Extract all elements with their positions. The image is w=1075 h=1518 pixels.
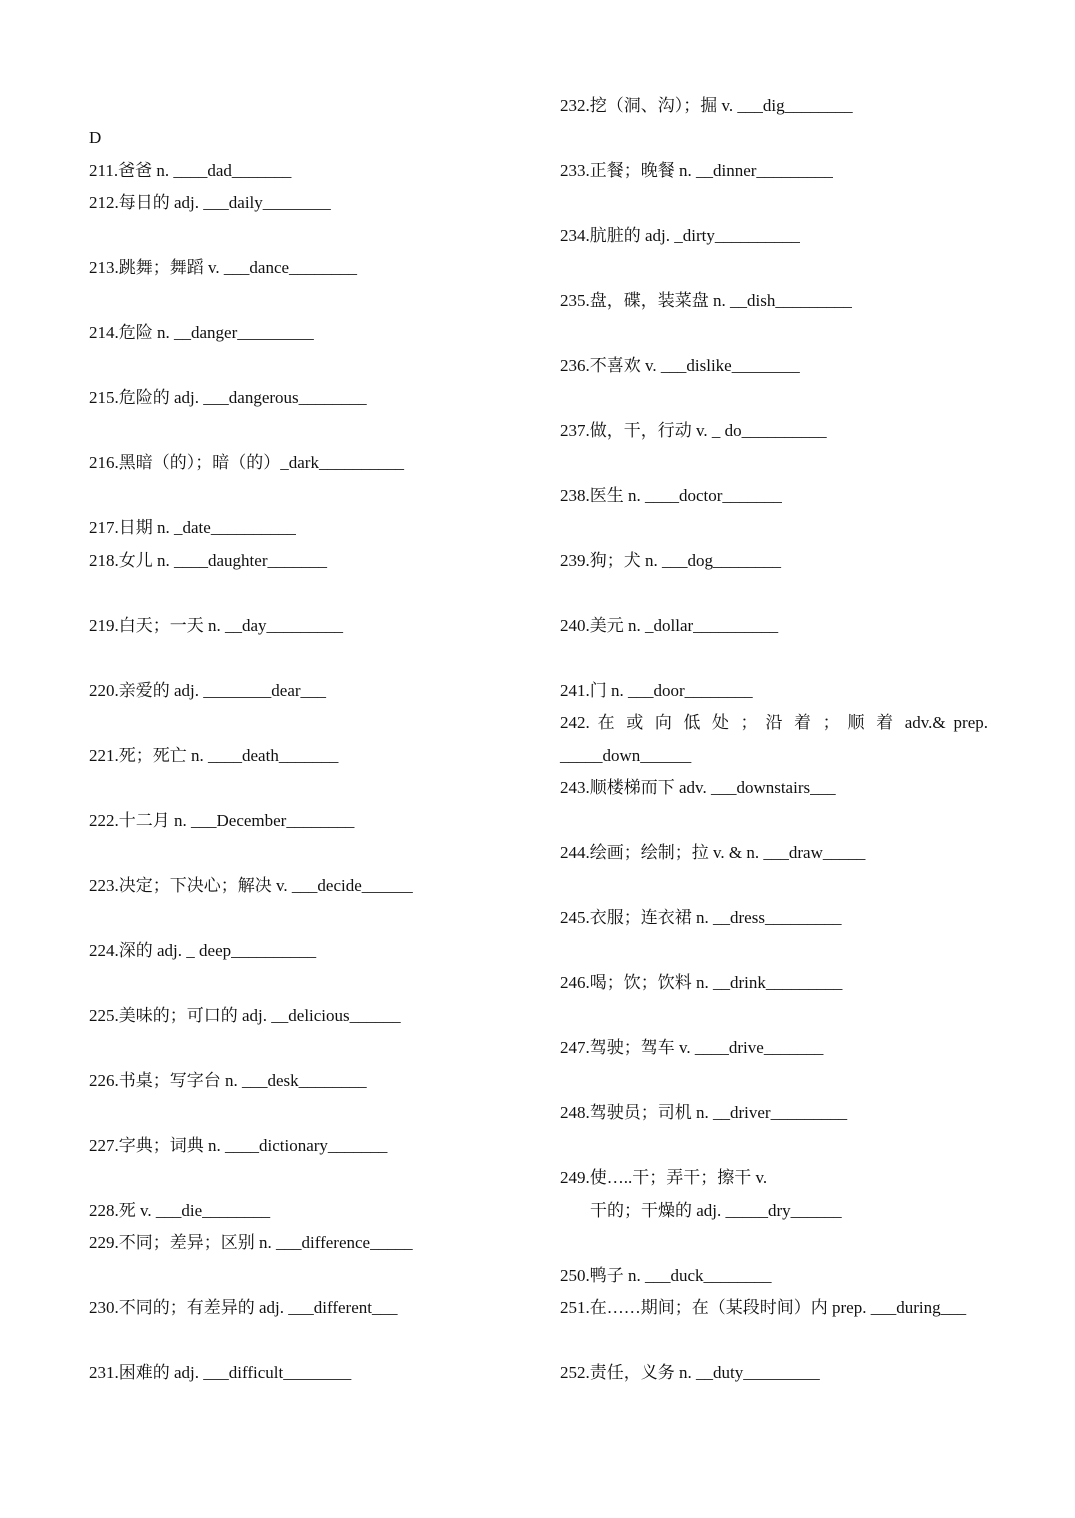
vocab-entry-237: 237.做，干，行动 v. _ do__________ xyxy=(560,421,827,440)
vocab-entry-231: 231.困难的 adj. ___difficult________ xyxy=(89,1363,352,1382)
section-letter: D xyxy=(89,128,102,147)
vocab-entry-218: 218.女儿 n. ____daughter_______ xyxy=(89,551,327,570)
vocab-entry-249-adj: 干的；干燥的 adj. _____dry______ xyxy=(590,1201,842,1220)
vocab-entry-211: 211.爸爸 n. ____dad_______ xyxy=(89,161,292,180)
vocab-entry-238: 238.医生 n. ____doctor_______ xyxy=(560,486,782,505)
vocab-entry-233: 233.正餐；晚餐 n. __dinner_________ xyxy=(560,161,833,180)
vocab-entry-234: 234.肮脏的 adj. _dirty__________ xyxy=(560,226,800,245)
vocab-entry-249: 249.使…..干；弄干；擦干 v. xyxy=(560,1168,768,1187)
vocab-entry-225: 225.美味的；可口的 adj. __delicious______ xyxy=(89,1006,401,1025)
vocab-entry-230: 230.不同的；有差异的 adj. ___different___ xyxy=(89,1298,398,1317)
vocab-entry-235: 235.盘，碟，装菜盘 n. __dish_________ xyxy=(560,291,852,310)
vocab-entry-213: 213.跳舞；舞蹈 v. ___dance________ xyxy=(89,258,358,277)
vocab-entry-241: 241.门 n. ___door________ xyxy=(560,681,753,700)
vocab-entry-245: 245.衣服；连衣裙 n. __dress_________ xyxy=(560,908,842,927)
vocab-entry-242: 242. 在 或 向 低 处 ； 沿 着 ； 顺 着 adv.& prep. xyxy=(560,713,988,732)
vocab-entry-236: 236.不喜欢 v. ___dislike________ xyxy=(560,356,800,375)
vocab-entry-242-answer: _____down______ xyxy=(560,746,692,765)
vocab-entry-212: 212.每日的 adj. ___daily________ xyxy=(89,193,331,212)
vocab-entry-251: 251.在……期间；在（某段时间）内 prep. ___during___ xyxy=(560,1298,967,1317)
vocab-entry-226: 226.书桌；写字台 n. ___desk________ xyxy=(89,1071,367,1090)
vocab-entry-221: 221.死；死亡 n. ____death_______ xyxy=(89,746,339,765)
vocab-entry-227: 227.字典；词典 n. ____dictionary_______ xyxy=(89,1136,388,1155)
vocab-entry-228: 228.死 v. ___die________ xyxy=(89,1201,271,1220)
vocab-entry-247: 247.驾驶；驾车 v. ____drive_______ xyxy=(560,1038,824,1057)
vocab-entry-222: 222.十二月 n. ___December________ xyxy=(89,811,355,830)
vocab-entry-214: 214.危险 n. __danger_________ xyxy=(89,323,314,342)
vocab-entry-252: 252.责任，义务 n. __duty_________ xyxy=(560,1363,820,1382)
vocab-entry-217: 217.日期 n. _date__________ xyxy=(89,518,296,537)
vocab-entry-224: 224.深的 adj. _ deep__________ xyxy=(89,941,317,960)
vocab-entry-239: 239.狗；犬 n. ___dog________ xyxy=(560,551,781,570)
vocab-entry-223: 223.决定；下决心；解决 v. ___decide______ xyxy=(89,876,413,895)
vocab-entry-232: 232.挖（洞、沟）；掘 v. ___dig________ xyxy=(560,96,853,115)
vocab-entry-229: 229.不同；差异；区别 n. ___difference_____ xyxy=(89,1233,413,1252)
vocab-entry-215: 215.危险的 adj. ___dangerous________ xyxy=(89,388,367,407)
vocab-entry-243: 243.顺楼梯而下 adv. ___downstairs___ xyxy=(560,778,836,797)
vocab-entry-246: 246.喝；饮；饮料 n. __drink_________ xyxy=(560,973,843,992)
vocab-entry-216: 216.黑暗（的）；暗（的）_dark__________ xyxy=(89,453,404,472)
vocab-entry-220: 220.亲爱的 adj. ________dear___ xyxy=(89,681,327,700)
vocab-entry-219: 219.白天；一天 n. __day_________ xyxy=(89,616,344,635)
vocab-entry-250: 250.鸭子 n. ___duck________ xyxy=(560,1266,772,1285)
vocab-entry-244: 244.绘画；绘制；拉 v. & n. ___draw_____ xyxy=(560,843,866,862)
vocab-entry-248: 248.驾驶员；司机 n. __driver_________ xyxy=(560,1103,848,1122)
vocab-entry-240: 240.美元 n. _dollar__________ xyxy=(560,616,779,635)
